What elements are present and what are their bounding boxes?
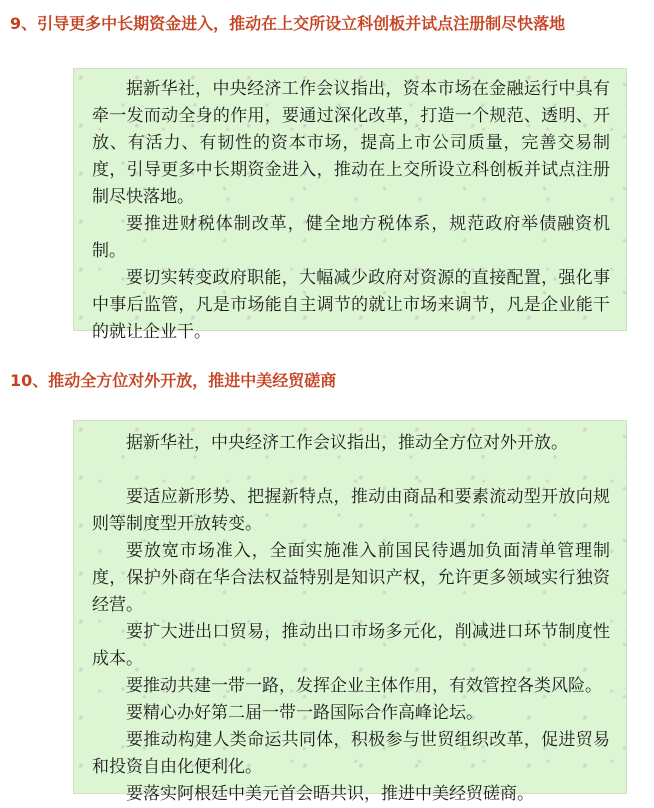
paragraph: 要扩大进出口贸易，推动出口市场多元化，削减进口环节制度性成本。: [92, 622, 610, 669]
paragraph: 要推进财税体制改革，健全地方税体系，规范政府举债融资机制。: [92, 214, 610, 261]
paragraph-spacer: [92, 457, 610, 484]
paragraph: 要推动构建人类命运共同体，积极参与世贸组织改革，促进贸易和投资自由化便利化。: [92, 730, 610, 777]
paragraph: 要推动共建一带一路，发挥企业主体作用，有效管控各类风险。: [126, 676, 602, 696]
paragraph: 要切实转变政府职能，大幅减少政府对资源的直接配置，强化事中事后监管，凡是市场能自主调节的就让市场来调节，凡是企业能干的就让企业干。: [92, 268, 610, 342]
section-9-content-box: [73, 68, 627, 342]
section-heading-9: 9、引导更多中长期资金进入，推动在上交所设立科创板并试点注册制尽快落地: [10, 14, 566, 33]
paragraph: 据新华社，中央经济工作会议指出，资本市场在金融运行中具有牵一发而动全身的作用，要通过深化改革，打造一个规范、透明、开放、有活力、有韧性的资本市场，提高上市公司质量，完善交易制度，引导更多中长期资金进入，推动在上交所设立科创板并试点注册制尽快落地。: [92, 79, 610, 207]
paragraph: 要精心办好第二届一带一路国际合作高峰论坛。: [126, 703, 483, 723]
paragraph: 要适应新形势、把握新特点，推动由商品和要素流动型开放向规则等制度型开放转变。: [92, 487, 610, 534]
section-heading-10: 10、推动全方位对外开放，推进中美经贸磋商: [10, 371, 337, 390]
paragraph: 要落实阿根廷中美元首会晤共识，推进中美经贸磋商。: [126, 784, 534, 804]
section-10-content-box: [73, 420, 627, 804]
paragraph-intro: 据新华社，中央经济工作会议指出，推动全方位对外开放。: [126, 433, 568, 453]
paragraph: 要放宽市场准入，全面实施准入前国民待遇加负面清单管理制度，保护外商在华合法权益特别是知识产权，允许更多领域实行独资经营。: [92, 541, 610, 615]
